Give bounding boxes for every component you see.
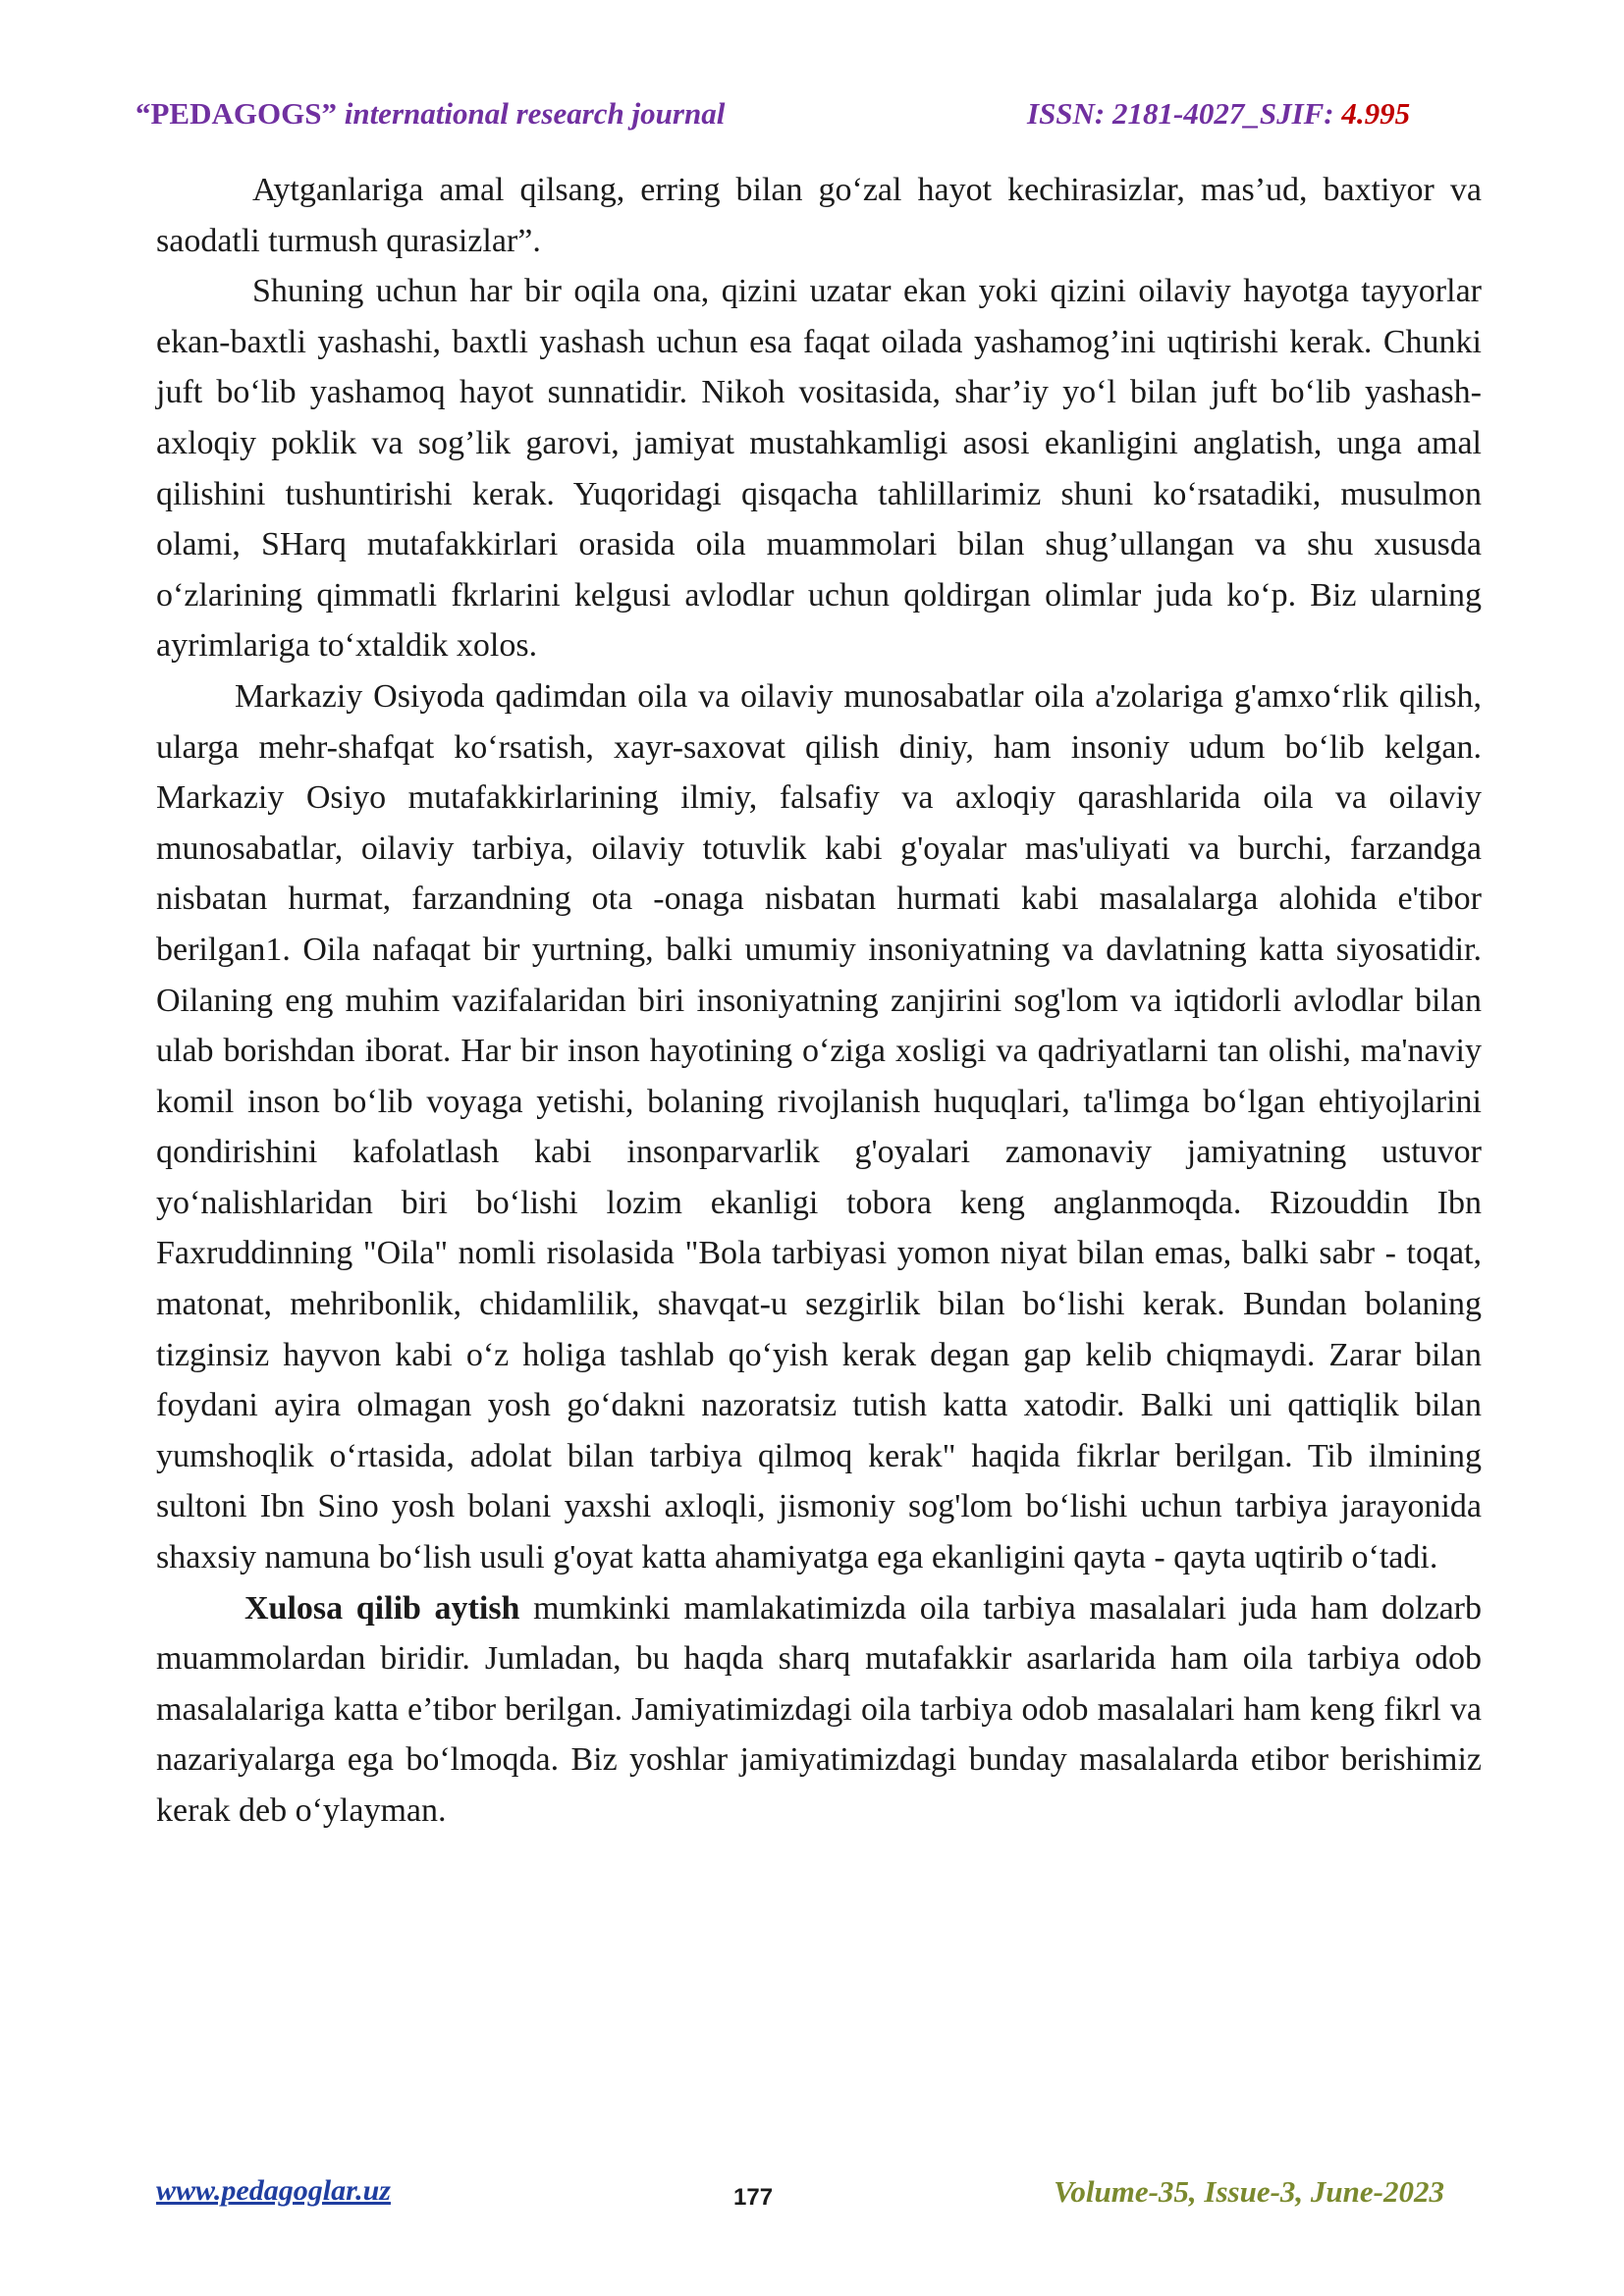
paragraph-1: Aytganlariga amal qilsang, erring bilan go‘zal hayot kechirasizlar, mas’ud, baxtiyor va saodatli turmush qurasizlar”. [156,172,1482,259]
issn-text: ISSN: 2181-4027_SJIF: [1027,96,1342,131]
sjif-value: 4.995 [1341,96,1411,131]
website-link[interactable]: www.pedagoglar.uz [156,2174,391,2207]
conclusion-lead: Xulosa qilib aytish [244,1589,520,1627]
page-header [135,96,1441,141]
conclusion-text: mumkinki mamlakatimizda oila tarbiya masalalari juda ham dolzarb muammolardan biridir. Jumladan, bu haqda sharq mutafakkir asarlarida ham oila tarbiya odob masalalariga katta e’tibor berilgan. Jamiyatimizdagi oila tarbiya odob masalalari ham keng fikrl va nazariyalarga ega bo‘lmoqda. Biz yoshlar jamiyatimizdagi bunday masalalarda etibor berishimiz kerak deb o‘ylayman. [156,1589,1482,1829]
paragraph-4 [156,1583,1482,1837]
journal-name: “PEDAGOGS” [135,96,337,131]
paragraph-3: Markaziy Osiyoda qadimdan oila va oilaviy munosabatlar oila a'zolariga g'amxo‘rlik qilish, ularga mehr-shafqat ko‘rsatish, xayr-saxovat qilish diniy, ham insoniy udum bo‘lib kelgan. Markaziy Osiyo mutafakkirlarining ilmiy, falsafiy va axloqiy qarashlarida oila va oilaviy munosabatlar, oilaviy tarbiya, oilaviy totuvlik kabi g'oyalar mas'uliyati va burchi, farzandga nisbatan hurmat, farzandning ota -onaga nisbatan hurmati kabi masalalarga alohida e'tibor berilgan1. Oila nafaqat bir yurtning, balki umumiy insoniyatning va davlatning katta siyosatidir. Oilaning eng muhim vazifalaridan biri insoniyatning zanjirini sog'lom va iqtidorli avlodlar bilan ulab borishdan iborat. Har bir inson hayotining o‘ziga xosligi va qadriyatlarni tan olishi, ma'naviy komil inson bo‘lib voyaga yetishi, bolaning rivojlanish huquqlari, ta'limga bo‘lgan ehtiyojlarini qondirishini kafolatlash kabi insonparvarlik g'oyalari zamonaviy jamiyatning ustuvor yo‘nalishlaridan biri bo‘lishi lozim ekanligi tobora keng anglanmoqda. Rizouddin Ibn Faxruddinning "Oila" nomli risolasida "Bola tarbiyasi yomon niyat bilan emas, balki sabr - toqat, matonat, mehribonlik, chidamlilik, shavqat-u sezgirlik bilan bo‘lishi kerak. Bundan bolaning tizginsiz hayvon kabi o‘z holiga tashlab qo‘yish kerak degan gap kelib chiqmaydi. Zarar bilan foydani ayira olmagan yosh go‘dakni nazoratsiz tutish katta xatodir. Balki uni qattiqlik bilan yumshoqlik o‘rtasida, adolat bilan tarbiya qilmoq kerak" haqida fikrlar berilgan. Tib ilmining sultoni Ibn Sino yosh bolani yaxshi axloqli, jismoniy sog'lom bo‘lishi uchun tarbiya jarayonida shaxsiy namuna bo‘lish usuli g'oyat katta ahamiyatga ega ekanligini qayta - qayta uqtirib o‘tadi. [156,677,1482,1576]
volume-info: Volume-35, Issue-3, June-2023 [1054,2174,1444,2209]
journal-title [135,96,725,132]
page-number: 177 [733,2184,774,2211]
page-footer [156,2174,1444,2223]
paragraph-2: Shuning uchun har bir oqila ona, qizini uzatar ekan yoki qizini oilaviy hayotga tayyorlar ekan-baxtli yashashi, baxtli yashash uchun esa faqat oilada yashamog’ini uqtirishi kerak. Chunki juft bo‘lib yashamoq hayot sunnatidir. Nikoh vositasida, shar’iy yo‘l bilan juft bo‘lib yashash- axloqiy poklik va sog’lik garovi, jamiyat mustahkamligi asosi ekanligini anglatish, unga amal qilishini tushuntirishi kerak. Yuqoridagi qisqacha tahlillarimiz shuni ko‘rsatadiki, musulmon olami, SHarq mutafakkirlari orasida oila muammolari bilan shug’ullangan va shu xususda o‘zlarining qimmatli fkrlarini kelgusi avlodlar uchun qoldirgan olimlar juda ko‘p. Biz ularning ayrimlariga to‘xtaldik xolos. [156,273,1482,665]
issn-info [1027,96,1410,132]
journal-subtitle: international research journal [344,96,726,131]
article-body [156,165,1482,1837]
